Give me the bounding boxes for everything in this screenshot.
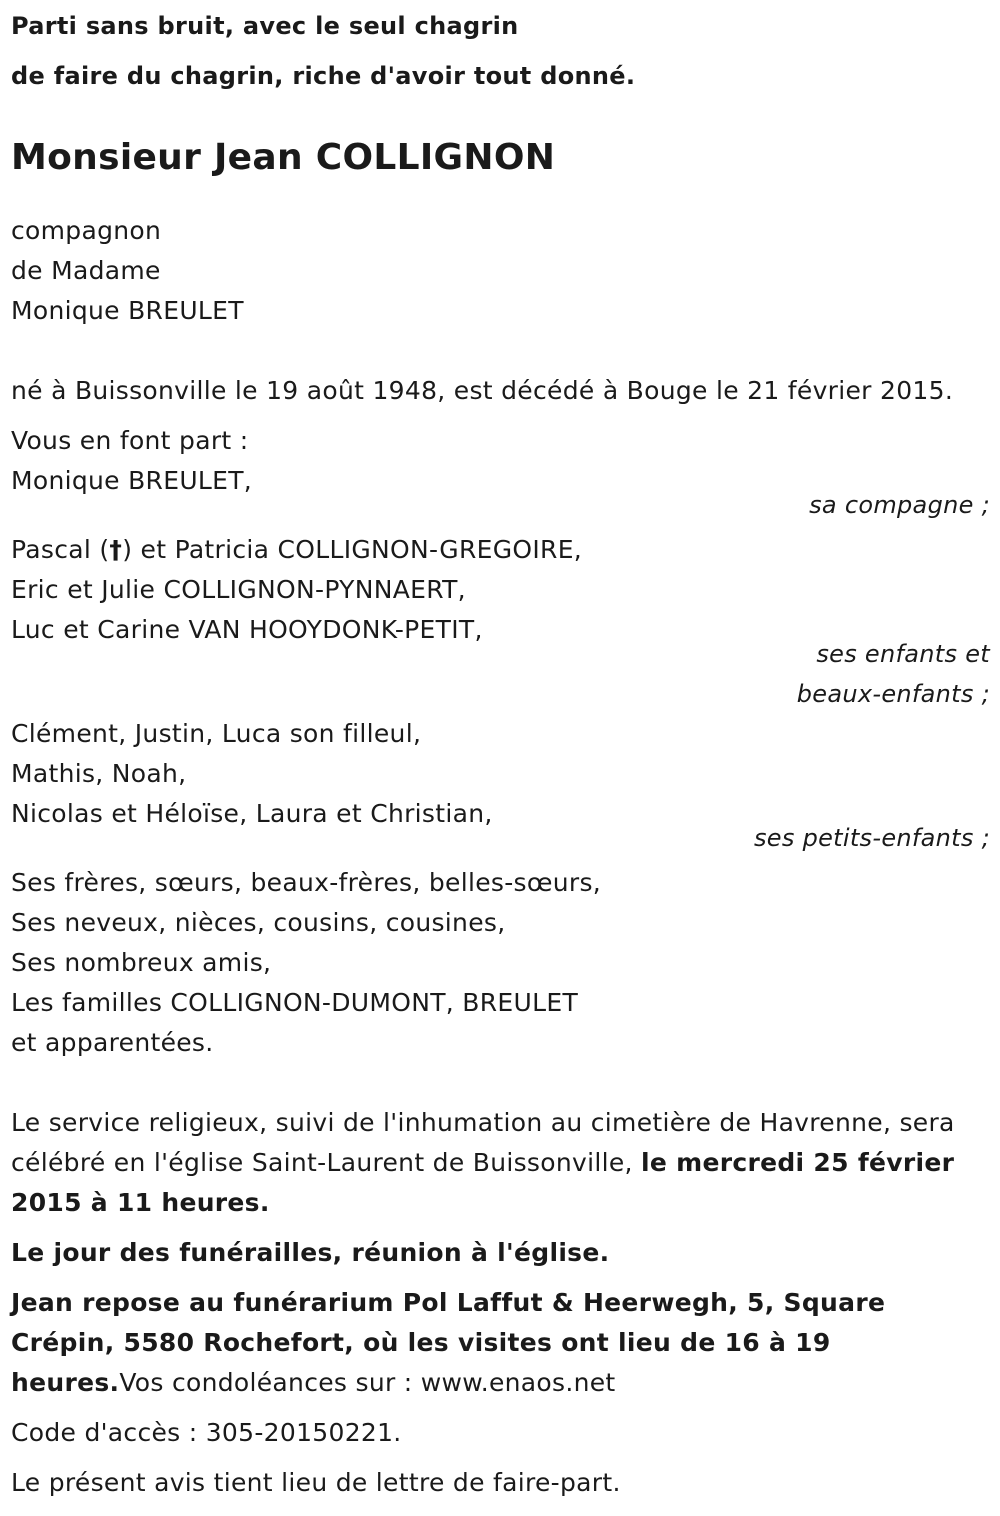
children-line-1-pre: Pascal ( — [11, 535, 110, 564]
rest-location: Jean repose au funérarium Pol Laffut & Heerwegh, 5, Square Crépin, 5580 Rochefort, où les visites ont lieu de 16 à 19 heures. — [11, 1288, 886, 1397]
notice-line: Le présent avis tient lieu de lettre de faire-part. — [11, 1468, 621, 1497]
children-role-1: ses enfants et — [816, 640, 990, 668]
children-line-2: Eric et Julie COLLIGNON-PYNNAERT, — [11, 575, 466, 604]
family-line-5: et apparentées. — [11, 1028, 214, 1057]
service-text: Le service religieux, suivi de l'inhumation au cimetière de Havrenne, sera célébré en l'église Saint-Laurent de Buissonville, — [11, 1108, 955, 1177]
grandchildren-line-3: Nicolas et Héloïse, Laura et Christian, — [11, 799, 493, 828]
children-line-1 — [11, 530, 990, 570]
children-line-1-post: ) et Patricia COLLIGNON-GREGOIRE, — [122, 535, 583, 564]
service-date: le mercredi 25 février 2015 à 11 heures. — [11, 1148, 955, 1217]
children-line-3: Luc et Carine VAN HOOYDONK-PETIT, — [11, 615, 483, 644]
obituary-page — [0, 1, 1000, 1516]
rest-paragraph — [11, 1283, 990, 1403]
family-line-3: Ses nombreux amis, — [11, 948, 272, 977]
relation-line-1: compagnon — [11, 216, 162, 245]
cross-icon: † — [109, 535, 123, 564]
family-line-1: Ses frères, sœurs, beaux-frères, belles-sœurs, — [11, 868, 602, 897]
companion-name: Monique BREULET, — [11, 466, 253, 495]
grandchildren-role: ses petits-enfants ; — [753, 824, 990, 852]
children-role-2: beaux-enfants ; — [796, 680, 990, 708]
relation-line-2: de Madame — [11, 256, 161, 285]
companion-role: sa compagne ; — [809, 491, 990, 519]
quote-line-2: de faire du chagrin, riche d'avoir tout donné. — [11, 62, 636, 90]
family-line-2: Ses neveux, nièces, cousins, cousines, — [11, 908, 506, 937]
meeting-line: Le jour des funérailles, réunion à l'église. — [11, 1238, 610, 1267]
grandchildren-line-2: Mathis, Noah, — [11, 759, 187, 788]
grandchildren-line-1: Clément, Justin, Luca son filleul, — [11, 719, 422, 748]
relation-line-3: Monique BREULET — [11, 296, 244, 325]
condolences-text: Vos condoléances sur : www.enaos.net — [119, 1368, 616, 1397]
service-paragraph — [11, 1103, 990, 1223]
quote-line-1: Parti sans bruit, avec le seul chagrin — [11, 12, 519, 40]
family-line-4: Les familles COLLIGNON-DUMONT, BREULET — [11, 988, 579, 1017]
deceased-name: Monsieur Jean COLLIGNON — [11, 137, 556, 178]
birth-death-line: né à Buissonville le 19 août 1948, est décédé à Bouge le 21 février 2015. — [11, 376, 954, 405]
access-code-line: Code d'accès : 305-20150221. — [11, 1418, 402, 1447]
announcement-intro: Vous en font part : — [11, 426, 249, 455]
